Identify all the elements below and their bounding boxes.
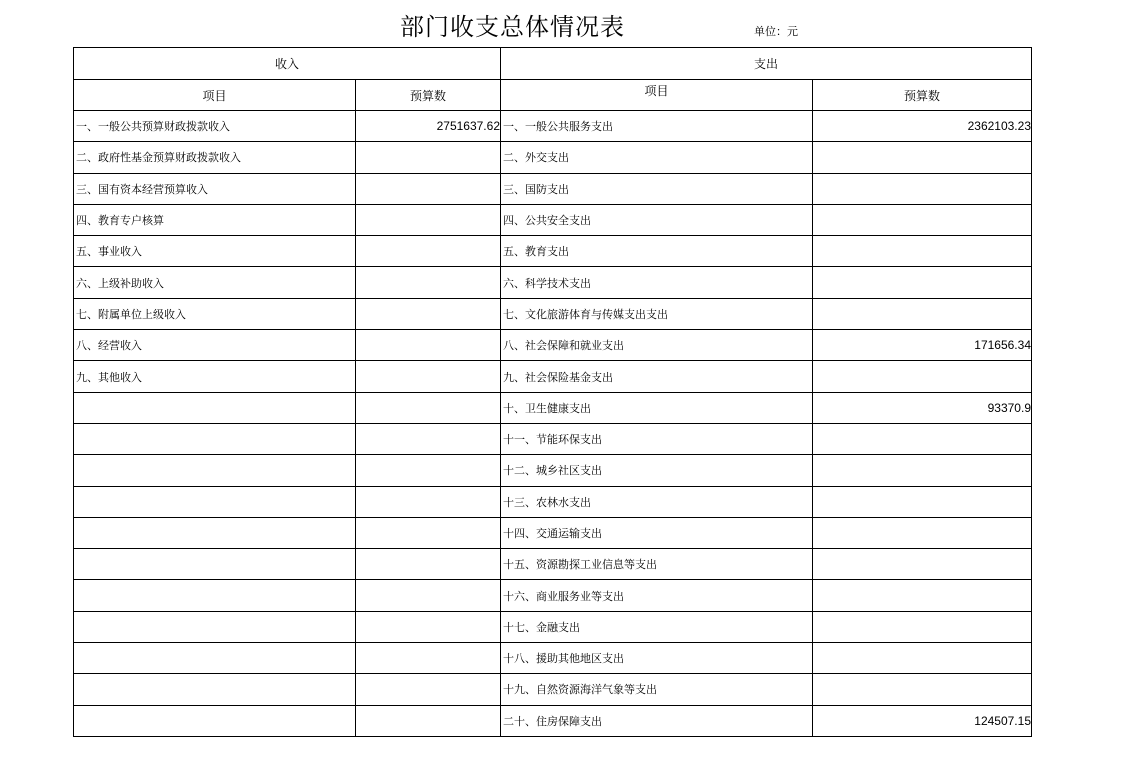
table-row: [74, 643, 1032, 674]
expense-item-cell: 四、公共安全支出: [501, 204, 813, 235]
expense-value-cell: [813, 580, 1032, 611]
income-item-cell: [74, 611, 356, 642]
page-title: 部门收支总体情况表: [400, 13, 625, 41]
table-row: [74, 267, 1032, 298]
table-row: [74, 517, 1032, 548]
expense-value-cell: [813, 455, 1032, 486]
income-value-cell: [356, 517, 501, 548]
expense-budget-header: 预算数: [813, 80, 1032, 111]
income-budget-header: 预算数: [356, 80, 501, 111]
expense-value-cell: [813, 361, 1032, 392]
income-item-cell: [74, 392, 356, 423]
income-item-cell: [74, 705, 356, 736]
table-row: [74, 486, 1032, 517]
income-value-cell: [356, 204, 501, 235]
income-item-cell: 二、政府性基金预算财政拨款收入: [74, 142, 356, 173]
expense-item-cell: 十五、资源勘探工业信息等支出: [501, 549, 813, 580]
income-value-cell: [356, 611, 501, 642]
expense-value-cell: [813, 517, 1032, 548]
table-row: [74, 611, 1032, 642]
expense-value-cell: [813, 236, 1032, 267]
expense-item-cell: 十七、金融支出: [501, 611, 813, 642]
income-value-cell: [356, 330, 501, 361]
income-item-cell: [74, 486, 356, 517]
expense-value-cell: 93370.9: [813, 392, 1032, 423]
expense-item-cell: 一、一般公共服务支出: [501, 111, 813, 142]
income-item-cell: [74, 643, 356, 674]
table-row: [74, 111, 1032, 142]
expense-item-cell: 十九、自然资源海洋气象等支出: [501, 674, 813, 705]
expense-value-cell: [813, 674, 1032, 705]
income-value-cell: [356, 580, 501, 611]
budget-table: [73, 47, 1032, 737]
expense-item-cell: 二十、住房保障支出: [501, 705, 813, 736]
income-item-cell: [74, 423, 356, 454]
expense-header: 支出: [501, 48, 1032, 80]
income-item-cell: [74, 674, 356, 705]
expense-value-cell: [813, 423, 1032, 454]
expense-item-cell: 十二、城乡社区支出: [501, 455, 813, 486]
header-row-columns: [74, 80, 1032, 111]
income-value-cell: [356, 643, 501, 674]
expense-item-cell: 十四、交通运输支出: [501, 517, 813, 548]
table-row: [74, 455, 1032, 486]
income-item-cell: [74, 517, 356, 548]
table-row: [74, 549, 1032, 580]
income-value-cell: [356, 705, 501, 736]
income-item-cell: [74, 549, 356, 580]
table-row: [74, 173, 1032, 204]
expense-value-cell: [813, 142, 1032, 173]
table-row: [74, 705, 1032, 736]
expense-value-cell: [813, 643, 1032, 674]
table-row: [74, 580, 1032, 611]
income-item-cell: 三、国有资本经营预算收入: [74, 173, 356, 204]
income-value-cell: [356, 674, 501, 705]
expense-item-cell: 十、卫生健康支出: [501, 392, 813, 423]
income-item-cell: 五、事业收入: [74, 236, 356, 267]
income-value-cell: [356, 486, 501, 517]
expense-item-cell: 九、社会保险基金支出: [501, 361, 813, 392]
income-value-cell: [356, 173, 501, 204]
expense-value-cell: 171656.34: [813, 330, 1032, 361]
income-item-cell: [74, 455, 356, 486]
table-row: [74, 298, 1032, 329]
expense-value-cell: [813, 204, 1032, 235]
expense-value-cell: 124507.15: [813, 705, 1032, 736]
expense-value-cell: [813, 298, 1032, 329]
income-item-cell: [74, 580, 356, 611]
table-row: [74, 423, 1032, 454]
income-value-cell: [356, 361, 501, 392]
expense-item-cell: 十六、商业服务业等支出: [501, 580, 813, 611]
expense-item-cell: 十八、援助其他地区支出: [501, 643, 813, 674]
table-row: [74, 236, 1032, 267]
expense-item-cell: 二、外交支出: [501, 142, 813, 173]
table-row: [74, 361, 1032, 392]
expense-value-cell: 2362103.23: [813, 111, 1032, 142]
unit-label: 单位：元: [754, 25, 798, 38]
income-item-cell: 九、其他收入: [74, 361, 356, 392]
income-value-cell: 2751637.62: [356, 111, 501, 142]
expense-item-cell: 十三、农林水支出: [501, 486, 813, 517]
header-row-groups: [74, 48, 1032, 80]
income-item-cell: 一、一般公共预算财政拨款收入: [74, 111, 356, 142]
income-header: 收入: [74, 48, 501, 80]
income-value-cell: [356, 267, 501, 298]
income-value-cell: [356, 455, 501, 486]
table-row: [74, 674, 1032, 705]
income-item-cell: 六、上级补助收入: [74, 267, 356, 298]
table-row: [74, 204, 1032, 235]
income-value-cell: [356, 298, 501, 329]
table-row: [74, 330, 1032, 361]
expense-item-cell: 三、国防支出: [501, 173, 813, 204]
expense-value-cell: [813, 611, 1032, 642]
income-value-cell: [356, 236, 501, 267]
expense-value-cell: [813, 486, 1032, 517]
expense-item-cell: 六、科学技术支出: [501, 267, 813, 298]
expense-item-header: 项目: [501, 80, 813, 111]
expense-item-cell: 五、教育支出: [501, 236, 813, 267]
income-item-header: 项目: [74, 80, 356, 111]
expense-value-cell: [813, 549, 1032, 580]
income-value-cell: [356, 392, 501, 423]
expense-item-cell: 七、文化旅游体育与传媒支出支出: [501, 298, 813, 329]
table-row: [74, 392, 1032, 423]
table-body: [74, 111, 1032, 737]
income-value-cell: [356, 142, 501, 173]
income-value-cell: [356, 423, 501, 454]
expense-item-cell: 八、社会保障和就业支出: [501, 330, 813, 361]
expense-value-cell: [813, 267, 1032, 298]
income-item-cell: 八、经营收入: [74, 330, 356, 361]
expense-value-cell: [813, 173, 1032, 204]
expense-item-cell: 十一、节能环保支出: [501, 423, 813, 454]
income-value-cell: [356, 549, 501, 580]
table-row: [74, 142, 1032, 173]
income-item-cell: 四、教育专户核算: [74, 204, 356, 235]
income-item-cell: 七、附属单位上级收入: [74, 298, 356, 329]
